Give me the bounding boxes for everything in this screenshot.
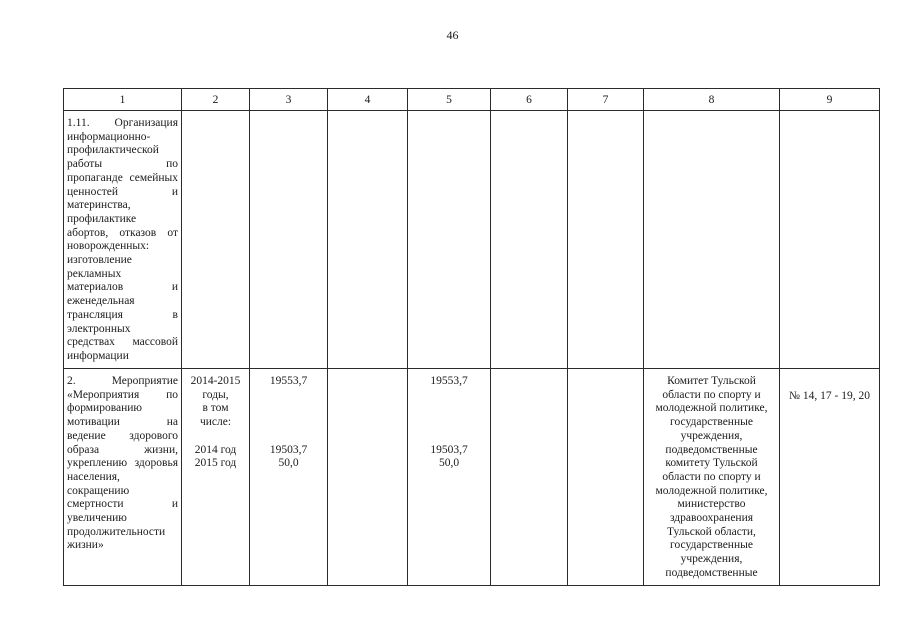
text-line: области по спорту и <box>662 470 761 483</box>
text-line: в том <box>202 402 229 415</box>
text-line: министерство <box>677 498 746 511</box>
amount-by-year <box>253 444 324 471</box>
cell-col-6 <box>491 111 568 369</box>
amount-col-5 <box>408 369 490 471</box>
text-line: изготовление <box>67 254 132 267</box>
amount-by-year <box>411 444 487 471</box>
reference-numbers <box>780 369 879 404</box>
text-line: государственные <box>670 539 753 552</box>
cell-col-9 <box>780 111 880 369</box>
table-row <box>64 369 880 586</box>
text-line: абортов, отказов от <box>67 226 178 239</box>
text-line: рекламных <box>67 267 122 280</box>
header-col-2: 2 <box>182 89 250 111</box>
text-line: профилактике <box>67 212 137 225</box>
header-col-5: 5 <box>408 89 491 111</box>
amount-total <box>253 375 324 389</box>
amount-total <box>411 375 487 389</box>
cell-col-3 <box>250 111 328 369</box>
text-line: ценностей и <box>67 185 178 198</box>
text-line: учреждения, <box>680 553 743 566</box>
cell-executors <box>644 111 780 369</box>
text-line: государственные <box>670 416 753 429</box>
activity-text <box>64 111 181 364</box>
header-col-3: 3 <box>250 89 328 111</box>
text-line: образа жизни, <box>67 443 178 456</box>
cell-activity <box>64 369 182 586</box>
page-number: 46 <box>446 28 459 42</box>
header-col-7: 7 <box>568 89 644 111</box>
text-line: средствах массовой <box>67 336 178 349</box>
text-line: области по спорту и <box>662 388 761 401</box>
header-row <box>64 89 880 111</box>
cell-col-6 <box>491 369 568 586</box>
activity-text <box>64 369 181 553</box>
executors-text <box>644 369 779 581</box>
text-line: продолжительности <box>67 525 166 538</box>
text-line: смертности и <box>67 498 178 511</box>
text-line: увеличению <box>67 512 127 525</box>
cell-col-4 <box>328 111 408 369</box>
text-line: электронных <box>67 322 131 335</box>
program-table <box>63 88 880 586</box>
cell-col-5 <box>408 111 491 369</box>
text-line: еженедельная <box>67 295 135 308</box>
cell-col-3 <box>250 369 328 586</box>
text-line: 19553,7 <box>430 375 468 387</box>
text-line: 2014-2015 <box>190 375 241 387</box>
text-line: 19503,7 <box>430 443 468 456</box>
text-line: новорожденных: <box>67 240 150 253</box>
text-line: Комитет Тульской <box>667 375 756 387</box>
text-line: молодежной политике, <box>655 402 768 415</box>
text-line: 2014 год <box>194 443 237 456</box>
text-line: работы по <box>67 158 178 171</box>
cell-col-5 <box>408 369 491 586</box>
text-line: № 14, 17 - 19, 20 <box>789 390 870 402</box>
text-line: Тульской области, <box>667 525 756 538</box>
text-line: 50,0 <box>438 457 460 470</box>
text-line: учреждения, <box>680 429 743 442</box>
text-line: числе: <box>199 416 232 429</box>
cell-period <box>182 369 250 586</box>
text-line: здравоохранения <box>669 512 754 525</box>
amount-col-3 <box>250 369 327 471</box>
period-years <box>185 444 246 471</box>
text-line: 19553,7 <box>269 375 308 387</box>
text-line: информационно- <box>67 130 151 143</box>
text-line: профилактической <box>67 144 159 157</box>
text-line: годы, <box>202 388 229 401</box>
text-line: населения, <box>67 470 120 483</box>
text-line: материалов и <box>67 281 178 294</box>
text-line: подведомственные <box>665 443 758 456</box>
text-line: мотивации на <box>67 416 178 429</box>
cell-activity <box>64 111 182 369</box>
text-line: ведение здорового <box>67 429 178 442</box>
cell-col-7 <box>568 111 644 369</box>
header-col-4: 4 <box>328 89 408 111</box>
text-line: жизни» <box>67 539 104 552</box>
text-line: 2015 год <box>194 457 237 470</box>
text-line: 2. Мероприятие <box>67 375 178 387</box>
cell-col-7 <box>568 369 644 586</box>
text-line: «Мероприятия по <box>67 388 178 401</box>
header-col-6: 6 <box>491 89 568 111</box>
cell-executors <box>644 369 780 586</box>
header-col-1: 1 <box>64 89 182 111</box>
text-line: сокращению <box>67 484 130 497</box>
cell-period <box>182 111 250 369</box>
period-text <box>182 369 249 471</box>
text-line: 50,0 <box>278 457 299 470</box>
text-line: информации <box>67 349 129 362</box>
text-line: формированию <box>67 402 142 415</box>
cell-col-4 <box>328 369 408 586</box>
header-col-8: 8 <box>644 89 780 111</box>
table-row <box>64 111 880 369</box>
text-line: пропаганде семейных <box>67 171 178 184</box>
text-line: материнства, <box>67 199 131 212</box>
text-line: 1.11. Организация <box>67 117 178 129</box>
text-line: укреплению здоровья <box>67 457 178 470</box>
text-line: молодежной политике, <box>655 484 768 497</box>
cell-col-9 <box>780 369 880 586</box>
header-col-9: 9 <box>780 89 880 111</box>
text-line: комитету Тульской <box>665 457 758 470</box>
period-range <box>185 375 246 430</box>
text-line: 19503,7 <box>269 443 308 456</box>
text-line: подведомственные <box>665 566 758 579</box>
text-line: трансляция в <box>67 308 178 321</box>
